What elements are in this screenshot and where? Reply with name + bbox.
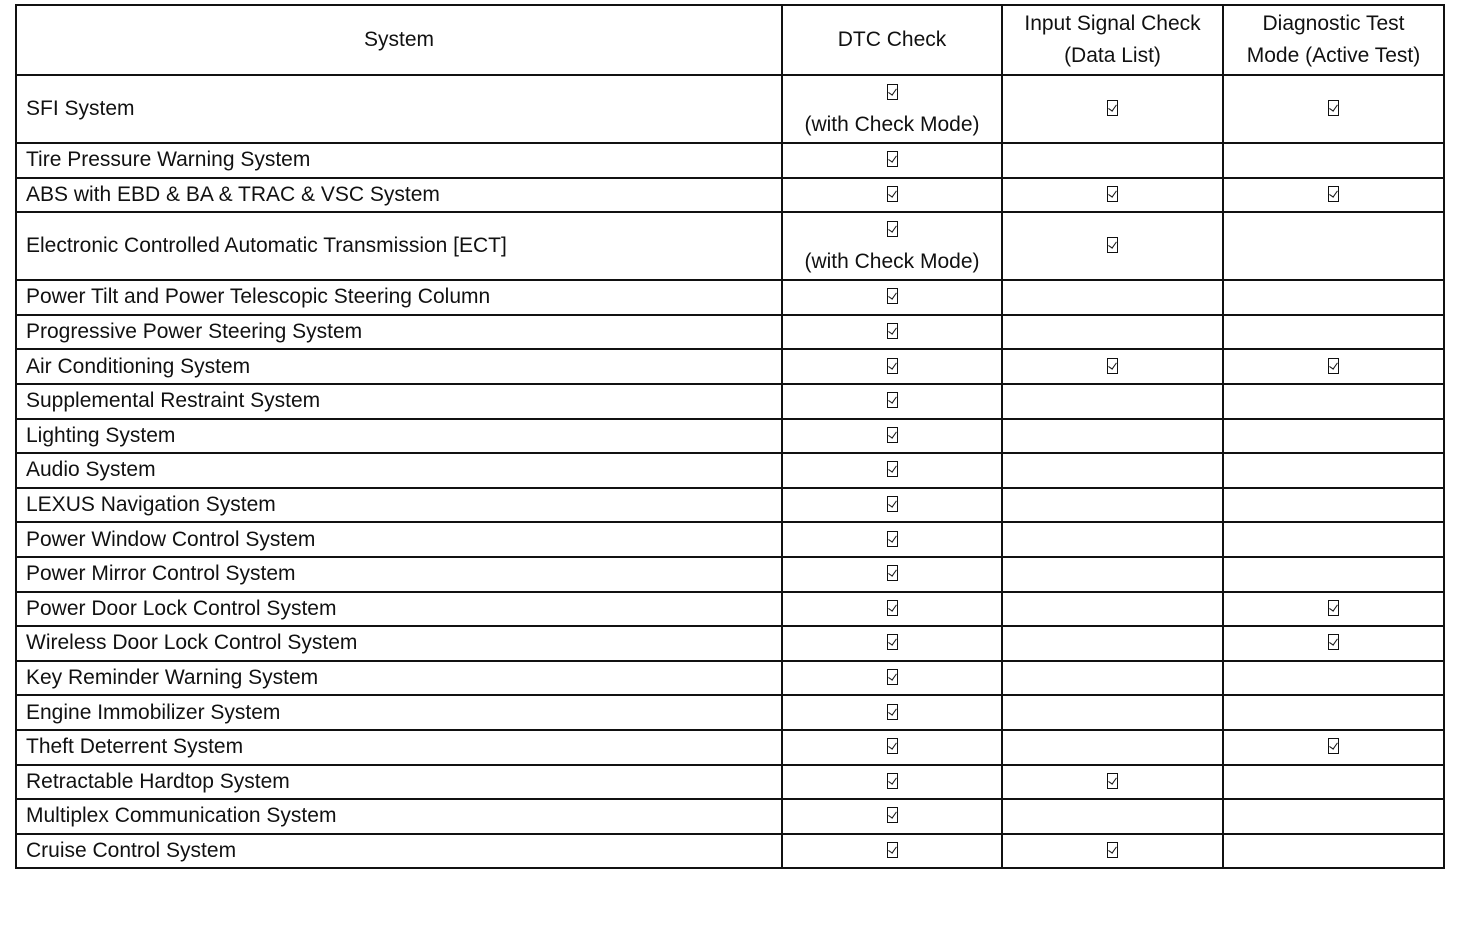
check-mode-note: (with Check Mode): [804, 113, 980, 136]
active-test-cell: [1223, 75, 1444, 143]
input-signal-check-cell: [1002, 661, 1223, 696]
table-row: [16, 522, 1444, 557]
system-name-cell: Progressive Power Steering System: [16, 315, 782, 350]
input-signal-check-cell: [1002, 799, 1223, 834]
input-signal-check-cell: [1002, 522, 1223, 557]
check-box-icon: [887, 186, 898, 202]
system-name-cell: Theft Deterrent System: [16, 730, 782, 765]
check-box-icon: [1328, 738, 1339, 754]
dtc-check-cell: [782, 280, 1002, 315]
header-diagnostic-test-mode: [1223, 5, 1444, 75]
diagnosis-function-table: [15, 4, 1445, 869]
active-test-cell: [1223, 557, 1444, 592]
input-signal-check-cell: [1002, 143, 1223, 178]
system-name-cell: Air Conditioning System: [16, 349, 782, 384]
input-signal-check-cell: [1002, 315, 1223, 350]
dtc-check-cell: [782, 557, 1002, 592]
check-box-icon: [887, 565, 898, 581]
input-signal-check-cell: [1002, 453, 1223, 488]
header-dtc-check-label: DTC Check: [837, 28, 947, 51]
check-box-icon: [887, 600, 898, 616]
input-signal-check-cell: [1002, 730, 1223, 765]
input-signal-check-cell: [1002, 834, 1223, 869]
check-mode-note: (with Check Mode): [804, 250, 980, 274]
table-row: [16, 695, 1444, 730]
input-signal-check-cell: [1002, 212, 1223, 280]
dtc-check-cell: [782, 695, 1002, 730]
header-input-signal-check: [1002, 5, 1223, 75]
system-name-cell: Engine Immobilizer System: [16, 695, 782, 730]
active-test-cell: [1223, 765, 1444, 800]
table-row: [16, 799, 1444, 834]
system-name-cell: Power Mirror Control System: [16, 557, 782, 592]
active-test-cell: [1223, 695, 1444, 730]
dtc-check-cell: [782, 661, 1002, 696]
check-box-icon: [1328, 358, 1339, 374]
system-name-cell: Key Reminder Warning System: [16, 661, 782, 696]
table-row: [16, 315, 1444, 350]
table-row: [16, 384, 1444, 419]
dtc-check-cell: [782, 799, 1002, 834]
check-box-icon: [887, 634, 898, 650]
dtc-check-cell: [782, 488, 1002, 523]
input-signal-check-cell: [1002, 384, 1223, 419]
check-box-icon: [887, 738, 898, 754]
table-row: [16, 212, 1444, 280]
active-test-cell: [1223, 661, 1444, 696]
check-box-icon: [887, 496, 898, 512]
system-name-cell: Electronic Controlled Automatic Transmission [ECT]: [16, 212, 782, 280]
check-box-icon: [1107, 186, 1118, 202]
system-name-cell: ABS with EBD & BA & TRAC & VSC System: [16, 178, 782, 213]
check-box-icon: [1107, 773, 1118, 789]
table-row: [16, 557, 1444, 592]
table-row: [16, 419, 1444, 454]
system-name-cell: Retractable Hardtop System: [16, 765, 782, 800]
system-name-cell: Tire Pressure Warning System: [16, 143, 782, 178]
system-name-cell: Audio System: [16, 453, 782, 488]
system-name-cell: Power Door Lock Control System: [16, 592, 782, 627]
table-row: [16, 143, 1444, 178]
system-name-cell: Supplemental Restraint System: [16, 384, 782, 419]
input-signal-check-cell: [1002, 280, 1223, 315]
table-row: [16, 661, 1444, 696]
system-name-cell: Lighting System: [16, 419, 782, 454]
active-test-cell: [1223, 453, 1444, 488]
check-box-icon: [1107, 100, 1118, 116]
header-diagnostic-test-mode-line-1: Diagnostic Test: [1262, 12, 1405, 35]
dtc-check-cell: [782, 522, 1002, 557]
system-name-cell: Power Window Control System: [16, 522, 782, 557]
table-row: [16, 765, 1444, 800]
dtc-check-cell: [782, 419, 1002, 454]
active-test-cell: [1223, 280, 1444, 315]
header-input-signal-check-line-2: (Data List): [1064, 44, 1161, 67]
check-box-icon: [887, 84, 898, 100]
active-test-cell: [1223, 384, 1444, 419]
check-box-icon: [887, 427, 898, 443]
active-test-cell: [1223, 315, 1444, 350]
system-name-cell: LEXUS Navigation System: [16, 488, 782, 523]
input-signal-check-cell: [1002, 178, 1223, 213]
active-test-cell: [1223, 349, 1444, 384]
check-box-icon: [887, 151, 898, 167]
table-row: [16, 730, 1444, 765]
table-row: [16, 592, 1444, 627]
header-system-label: System: [363, 28, 434, 51]
header-system: [16, 5, 782, 75]
system-name-cell: Multiplex Communication System: [16, 799, 782, 834]
check-box-icon: [1328, 100, 1339, 116]
active-test-cell: [1223, 419, 1444, 454]
table-row: [16, 178, 1444, 213]
dtc-check-cell: [782, 349, 1002, 384]
active-test-cell: [1223, 488, 1444, 523]
dtc-check-cell: [782, 626, 1002, 661]
input-signal-check-cell: [1002, 349, 1223, 384]
check-box-icon: [887, 704, 898, 720]
check-box-icon: [887, 288, 898, 304]
table-row: [16, 75, 1444, 143]
check-box-icon: [1107, 237, 1118, 253]
table-row: [16, 453, 1444, 488]
input-signal-check-cell: [1002, 557, 1223, 592]
dtc-check-cell: [782, 178, 1002, 213]
check-box-icon: [887, 531, 898, 547]
check-box-icon: [887, 221, 898, 237]
input-signal-check-cell: [1002, 592, 1223, 627]
system-name-cell: Power Tilt and Power Telescopic Steering Column: [16, 280, 782, 315]
check-box-icon: [887, 773, 898, 789]
dtc-check-cell: [782, 315, 1002, 350]
header-diagnostic-test-mode-line-2: Mode (Active Test): [1246, 44, 1421, 67]
active-test-cell: [1223, 143, 1444, 178]
table-row: [16, 834, 1444, 869]
table-row: [16, 626, 1444, 661]
check-box-icon: [1107, 842, 1118, 858]
active-test-cell: [1223, 730, 1444, 765]
active-test-cell: [1223, 178, 1444, 213]
dtc-check-cell: [782, 143, 1002, 178]
input-signal-check-cell: [1002, 488, 1223, 523]
check-box-icon: [887, 807, 898, 823]
check-box-icon: [887, 842, 898, 858]
input-signal-check-cell: [1002, 419, 1223, 454]
input-signal-check-cell: [1002, 626, 1223, 661]
dtc-check-cell: [782, 730, 1002, 765]
active-test-cell: [1223, 592, 1444, 627]
check-box-icon: [1328, 600, 1339, 616]
dtc-check-cell: [782, 212, 1002, 280]
system-name-cell: SFI System: [16, 75, 782, 143]
active-test-cell: [1223, 799, 1444, 834]
check-box-icon: [887, 392, 898, 408]
input-signal-check-cell: [1002, 765, 1223, 800]
table-body: [16, 75, 1444, 868]
check-box-icon: [887, 358, 898, 374]
active-test-cell: [1223, 834, 1444, 869]
active-test-cell: [1223, 212, 1444, 280]
table-row: [16, 349, 1444, 384]
table-header: [16, 5, 1444, 75]
check-box-icon: [1328, 634, 1339, 650]
header-row: [16, 5, 1444, 75]
check-box-icon: [887, 669, 898, 685]
check-box-icon: [1107, 358, 1118, 374]
dtc-check-cell: [782, 834, 1002, 869]
dtc-check-cell: [782, 592, 1002, 627]
check-box-icon: [887, 461, 898, 477]
input-signal-check-cell: [1002, 695, 1223, 730]
dtc-check-cell: [782, 75, 1002, 143]
header-input-signal-check-line-1: Input Signal Check: [1024, 12, 1201, 35]
dtc-check-cell: [782, 765, 1002, 800]
dtc-check-cell: [782, 384, 1002, 419]
system-name-cell: Wireless Door Lock Control System: [16, 626, 782, 661]
dtc-check-cell: [782, 453, 1002, 488]
table-row: [16, 280, 1444, 315]
active-test-cell: [1223, 626, 1444, 661]
system-name-cell: Cruise Control System: [16, 834, 782, 869]
check-box-icon: [1328, 186, 1339, 202]
input-signal-check-cell: [1002, 75, 1223, 143]
active-test-cell: [1223, 522, 1444, 557]
table-row: [16, 488, 1444, 523]
header-dtc-check: [782, 5, 1002, 75]
check-box-icon: [887, 323, 898, 339]
